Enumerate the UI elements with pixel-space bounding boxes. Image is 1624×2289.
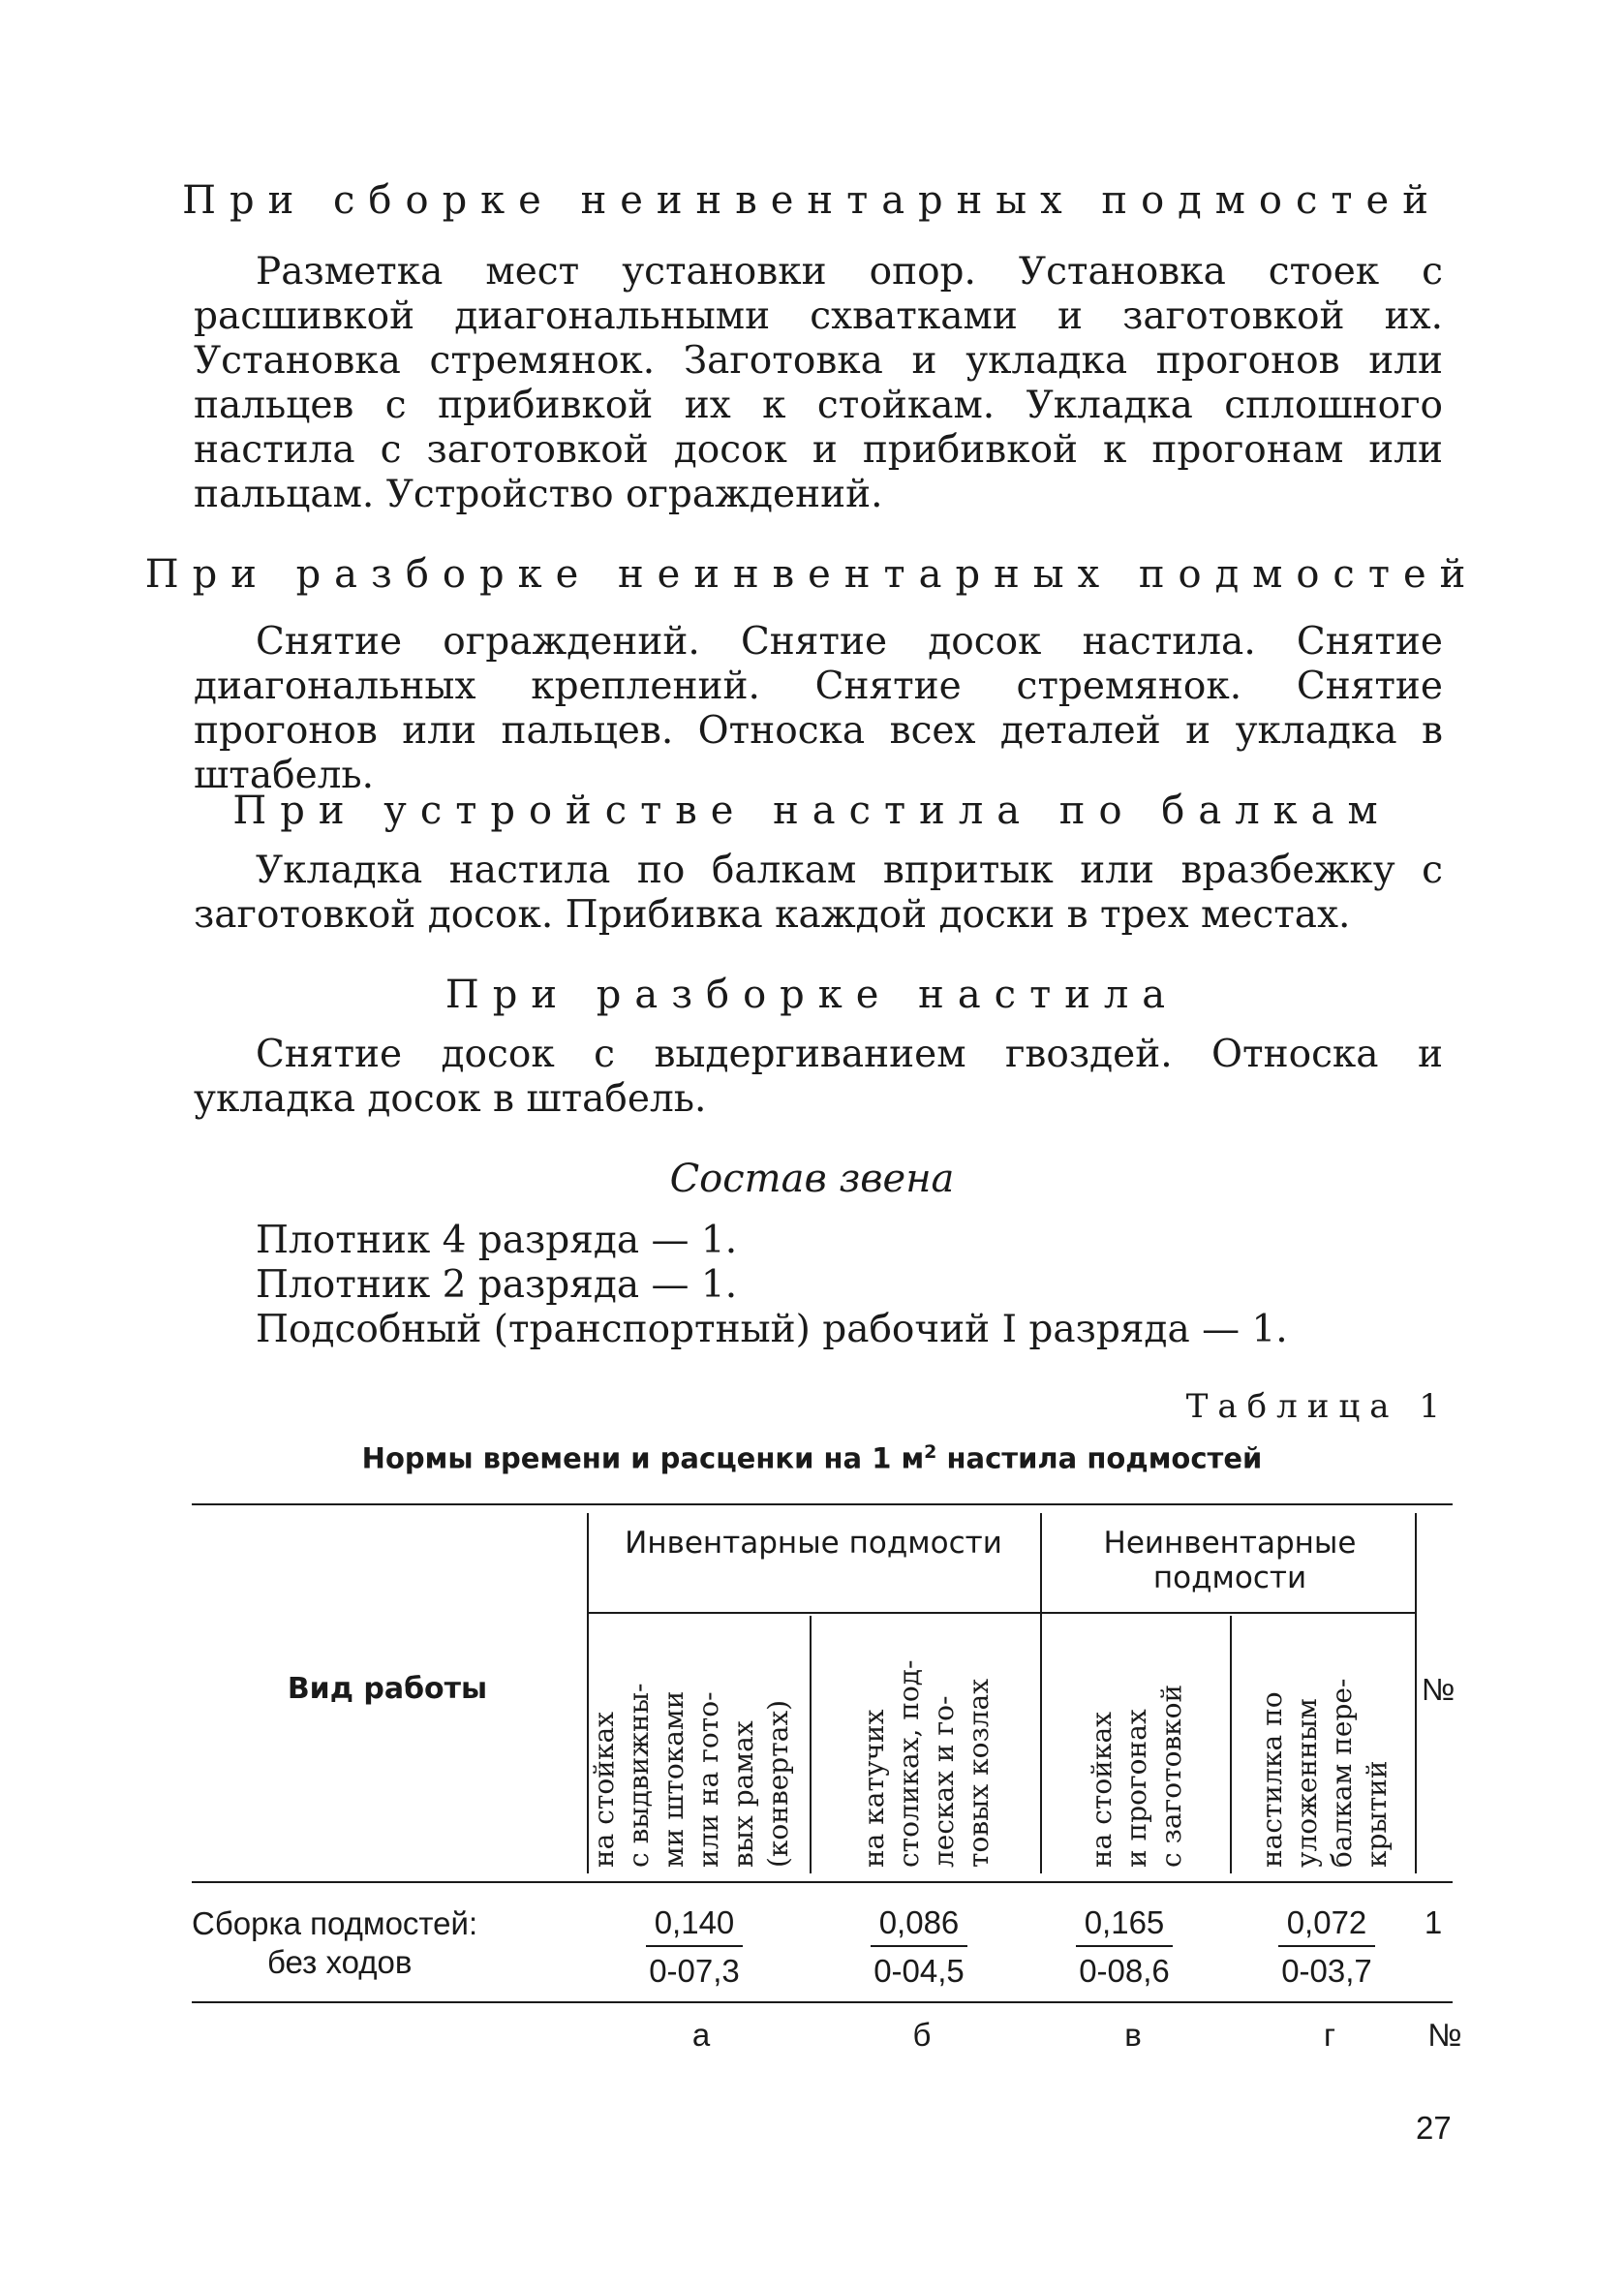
section-text-flooring-on-beams: Укладка настила по балкам впритык или вразбежку с заготовкой досок. Прибивка каждой доски в трех местах.	[194, 849, 1443, 937]
table-row-number: 1	[1424, 1904, 1443, 1940]
crew-member: Плотник 2 разряда — 1.	[256, 1263, 738, 1307]
column-letter-v: в	[1124, 2017, 1142, 2053]
table-header-col-a: на стойках с выдвижны- ми штоками или на гото- вых рамах (конвертах)	[588, 1683, 794, 1868]
table-header-inventory-group: Инвентарные подмости	[625, 1526, 1002, 1561]
table-header-col-v: на стойках и прогонах с заготовкой	[1086, 1684, 1187, 1868]
table-header-number: №	[1421, 1672, 1455, 1707]
section-text-assembly-noninventory: Разметка мест установки опор. Установка стоек с расшивкой диагональными схватками и заготовкой их. Установка стремянок. Заготовка и укладка прогонов или пальцев с прибивкой их к стойкам. Укладка сплошного настила с заготовкой досок и прибивкой к прогонам или пальцам. Устройство ограждений.	[194, 250, 1443, 516]
crew-list	[256, 1219, 1288, 1352]
crew-member: Подсобный (транспортный) рабочий I разряда — 1.	[256, 1308, 1288, 1351]
table-number: Таблица 1	[1185, 1387, 1450, 1426]
page-number: 27	[1416, 2110, 1452, 2146]
table-row-label: Сборка подмостей: без ходов	[192, 1905, 478, 1980]
table-top-rule	[192, 1503, 1453, 1505]
section-text-disassembly-noninventory: Снятие ограждений. Снятие досок настила. Снятие диагональных креплений. Снятие стремянок. Снятие прогонов или пальцев. Относка всех деталей и укладка в штабель.	[194, 620, 1443, 797]
column-letter-b: б	[912, 2017, 932, 2053]
table-header-col-g: настилка по уложенным балкам пере- крытий	[1256, 1678, 1393, 1868]
col-divider	[1415, 1513, 1417, 1873]
column-letters-number: №	[1427, 2017, 1462, 2053]
column-letter-g: г	[1323, 2017, 1336, 2053]
table-header-noninventory-group: Неинвентарные подмости	[1103, 1526, 1357, 1595]
table-cell-v: 0,165 0-08,6	[1047, 1904, 1202, 1990]
table-caption: Нормы времени и расценки на 1 $м^2$ настила подмостей	[361, 1441, 1263, 1475]
section-heading-disassembly-flooring: При разборке настила	[444, 973, 1180, 1017]
table-header-bottom-rule	[192, 1881, 1453, 1883]
table-bottom-rule	[192, 2001, 1453, 2003]
table-header-col-b: на катучих столиках, под- лесках и го- товых козлах	[858, 1659, 995, 1868]
section-heading-flooring-on-beams: При устройстве настила по балкам	[232, 789, 1392, 833]
group-divider-rule	[587, 1612, 1415, 1614]
table-header-work-type: Вид работы	[287, 1672, 488, 1706]
table-cell-a: 0,140 0-07,3	[617, 1904, 772, 1990]
section-heading-assembly-noninventory: При сборке неинвентарных подмостей	[182, 178, 1442, 223]
section-text-disassembly-flooring: Снятие досок с выдергиванием гвоздей. Относка и укладка досок в штабель.	[194, 1033, 1443, 1121]
col-divider	[1040, 1513, 1042, 1873]
section-heading-disassembly-noninventory: При разборке неинвентарных подмостей	[144, 552, 1480, 597]
crew-title: Состав звена	[669, 1157, 955, 1201]
col-divider	[810, 1616, 812, 1873]
col-divider	[1230, 1616, 1232, 1873]
table-cell-b: 0,086 0-04,5	[842, 1904, 996, 1990]
table-cell-g: 0,072 0-03,7	[1249, 1904, 1404, 1990]
crew-member: Плотник 4 разряда — 1.	[256, 1219, 738, 1262]
column-letter-a: а	[691, 2017, 711, 2053]
